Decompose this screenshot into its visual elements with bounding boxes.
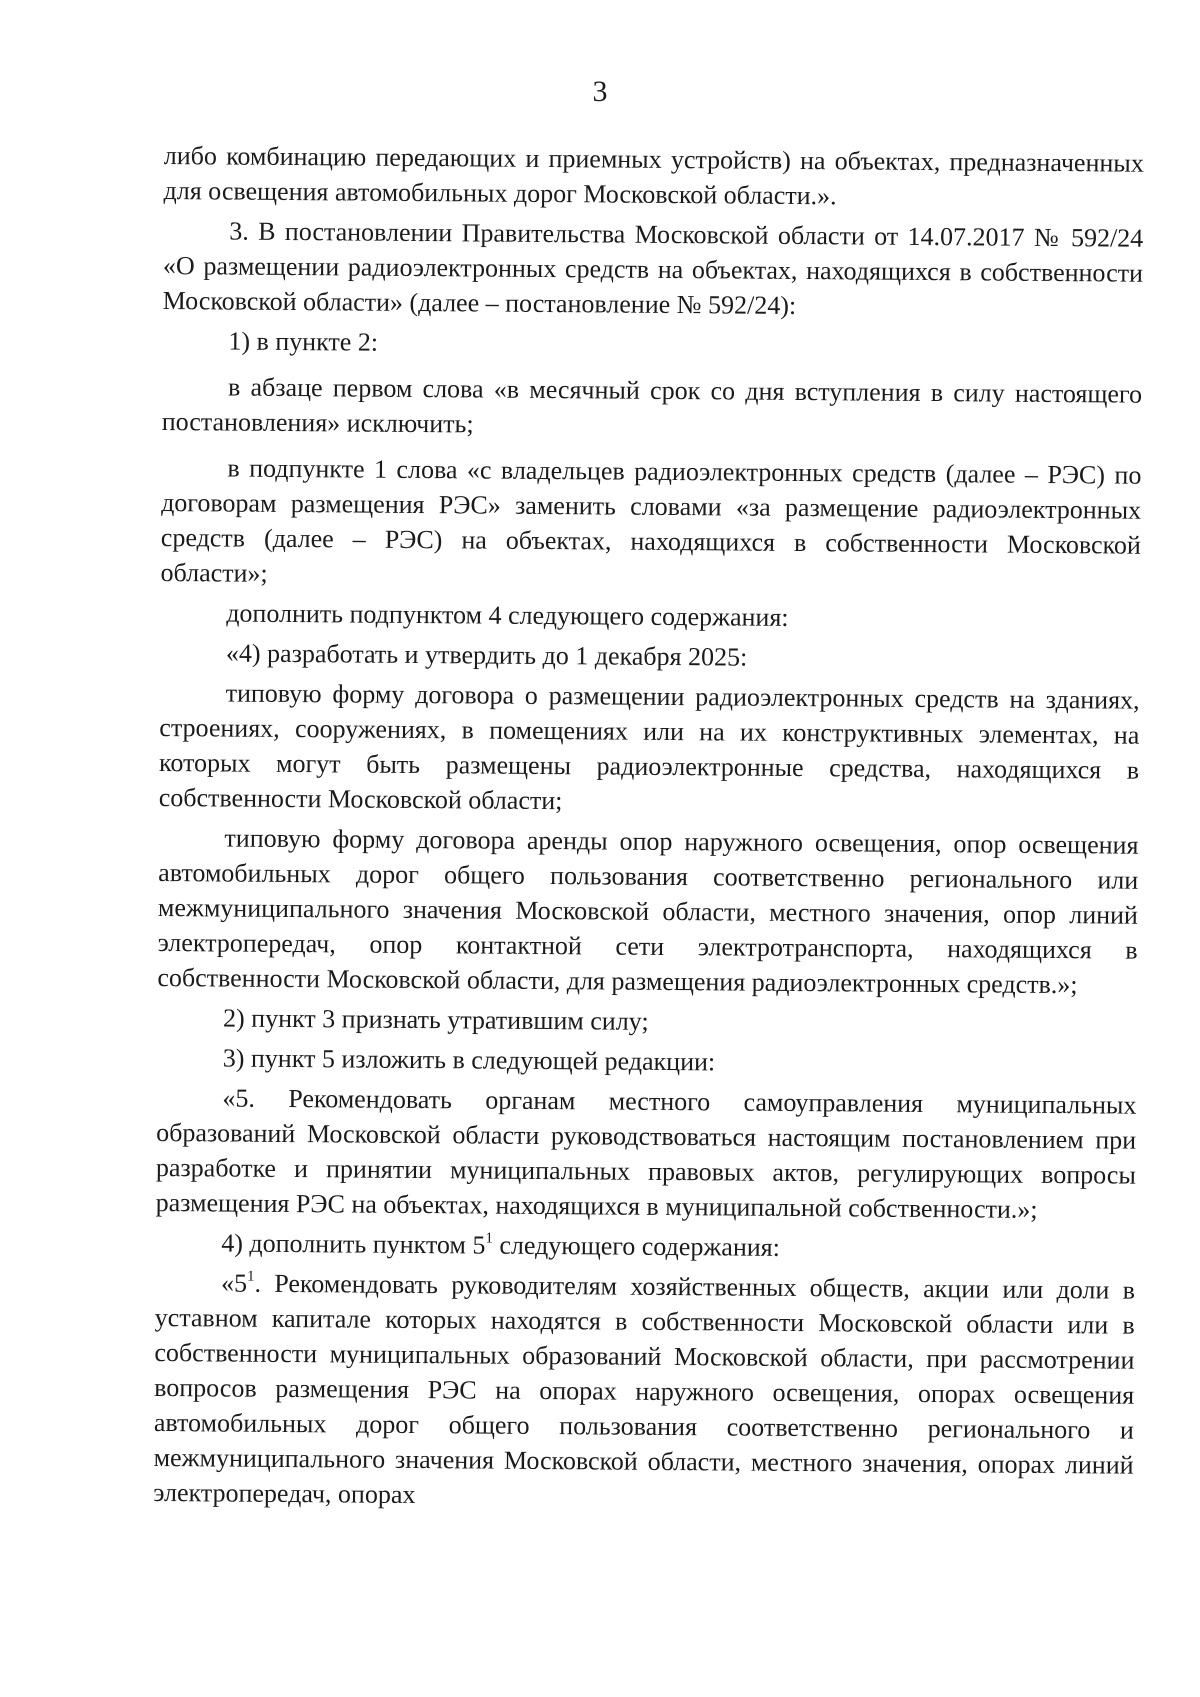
- paragraph-abzac-first: в абзаце первом слова «в месячный срок со дня вступления в силу настоящего постановления» исключить;: [161, 372, 1143, 439]
- superscript: 1: [246, 1269, 255, 1286]
- paragraph-typical-form-1: типовую форму договора о размещении радиоэлектронных средств на зданиях, строениях, сооружениях, в помещениях или на их конструктивных элементах, на которых могут быть размещены радиоэлектронные средства, находящихся в собственности Московской области;: [158, 678, 1140, 816]
- paragraph-subpoint-1: в подпункте 1 слова «с владельцев радиоэлектронных средств (далее – РЭС) по договорам размещения РЭС» заменить словами «за размещение радиоэлектронных средств (далее – РЭС) на объектах, находящихся в собственности Московской области»;: [160, 453, 1142, 588]
- paragraph-add-subpoint-4: дополнить подпунктом 4 следующего содержания:: [226, 598, 789, 632]
- paragraph-quote-4: «4) разработать и утвердить до 1 декабря 2025:: [225, 638, 748, 672]
- paragraph-subitem-1: 1) в пункте 2:: [228, 326, 379, 357]
- paragraph-item-3: 3. В постановлении Правительства Московской области от 14.07.2017 № 592/24 «О размещении радиоэлектронных средств на объектах, находящихся в собственности Московской области» (далее – постановление № 592/24):: [162, 216, 1144, 320]
- paragraph-typical-form-2: типовую форму договора аренды опор наружного освещения, опор освещения автомобильных дорог общего пользования соответственно регионального или межмуниципального значения Московской области, местного значения, опор линий электропередач, опор контактной сети электротранспорта, находящихся в собственности Московской области, для размещения радиоэлектронных средств.»;: [157, 823, 1139, 1000]
- paragraph-continuation: либо комбинацию передающих и приемных устройств) на объектах, предназначенных для освещения автомобильных дорог Московской области.».: [163, 140, 1144, 211]
- paragraph-subitem-3: 3) пункт 5 изложить в следующей редакции:: [222, 1043, 716, 1077]
- text-segment: следующего содержания:: [492, 1230, 781, 1262]
- paragraph-quote-5: «5. Рекомендовать органам местного самоуправления муниципальных образований Московской области руководствоваться настоящим постановлением при разработке и принятии муниципальных правовых актов, регулирующих вопросы размещения РЭС на объектах, находящихся в муниципальной собственности.»;: [155, 1083, 1137, 1224]
- text-segment: 4) дополнить пунктом 5: [221, 1228, 486, 1260]
- superscript: 1: [485, 1230, 494, 1247]
- text-segment: . Рекомендовать руководителям хозяйственных обществ, акции или доли в уставном капитале которых находятся в собственности Московской области или в собственности муниципальных образований Московской области, при рассмотрении вопросов размещения РЭС на опорах наружного освещения, опорах освещения автомобильных дорог общего пользования соответственно регионального и межмуниципального значения Московской области, местного значения, опорах линий электропередач, опорах: [153, 1268, 1136, 1510]
- paragraph-subitem-4: [155, 1225, 1135, 1268]
- paragraph-subitem-2: 2) пункт 3 признать утратившим силу;: [222, 1003, 649, 1036]
- page-number: 3: [592, 75, 608, 108]
- document-body: [153, 138, 1144, 1518]
- text-segment: «5: [220, 1268, 248, 1298]
- paragraph-quote-5-1: [153, 1265, 1135, 1518]
